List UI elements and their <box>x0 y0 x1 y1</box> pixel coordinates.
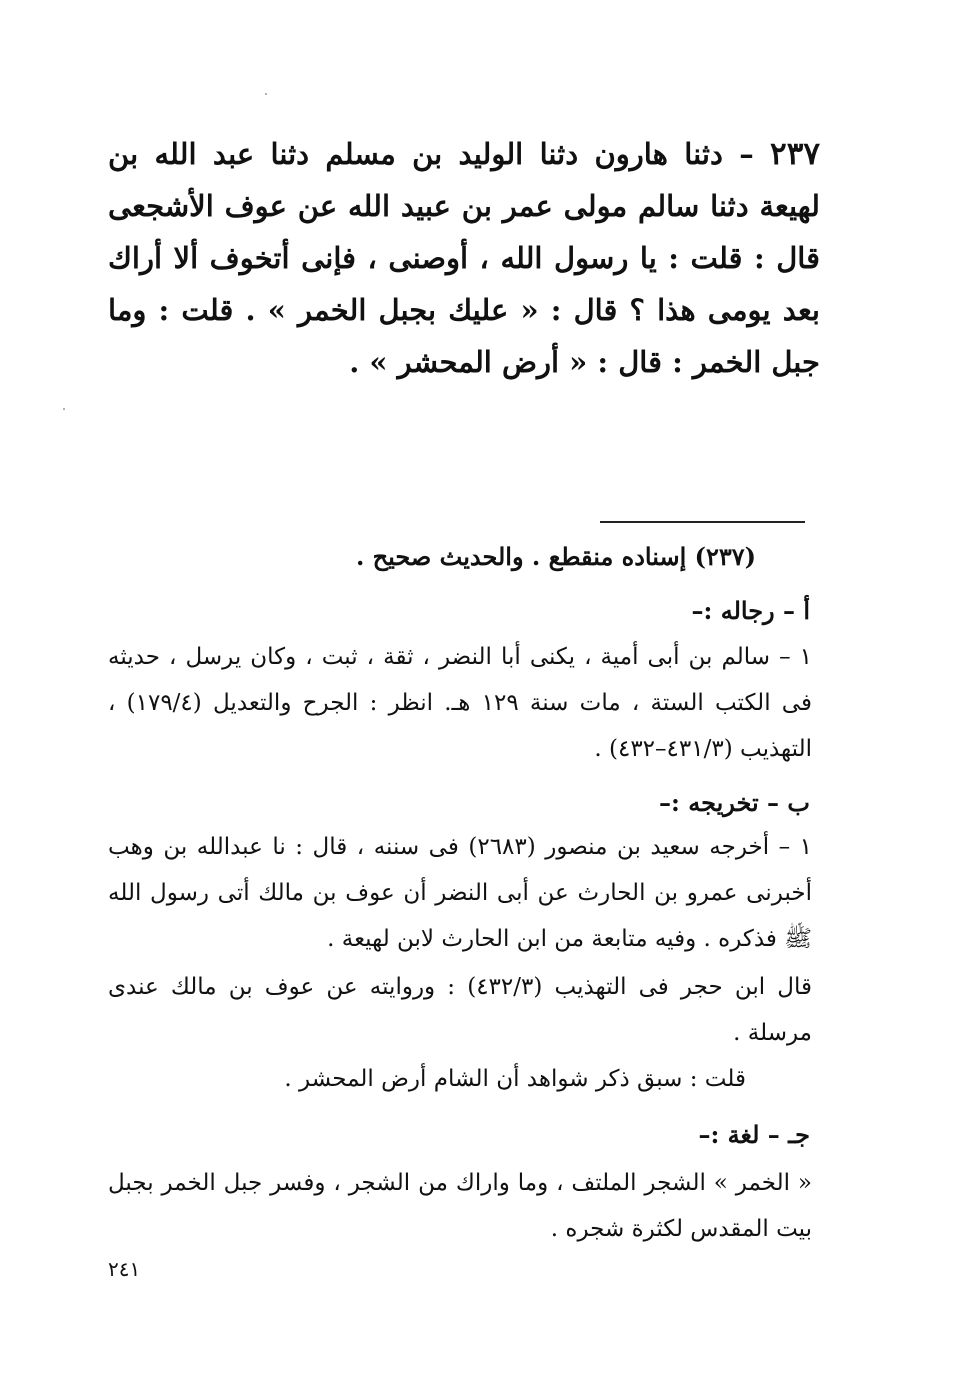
section-b-title: ب – تخريجه :– <box>659 788 810 817</box>
scan-speck <box>63 408 65 410</box>
section-a-text: ١ – سالم بن أبى أمية ، يكنى أبا النضر ، ثقة ، ثبت ، وكان يرسل ، حديثه فى الكتب الستة ، مات سنة ١٢٩ هـ. انظر : الجرح والتعديل (١٧٩/٤) ، التهذيب (٤٣١/٣–٤٣٢) . <box>108 644 812 762</box>
section-a-title: أ – رجاله :– <box>691 596 810 625</box>
section-b-paragraph-2 <box>108 964 812 1056</box>
page-number: ٢٤١ <box>108 1257 141 1281</box>
section-c-text: « الخمر » الشجر الملتف ، وما واراك من الشجر ، وفسر جبل الخمر بجبل بيت المقدس لكثرة شجره . <box>108 1170 812 1242</box>
footnote-divider <box>600 521 805 523</box>
section-a-paragraph <box>108 634 812 772</box>
scan-speck <box>265 93 267 95</box>
hadith-text <box>108 128 820 388</box>
section-c-title: جـ – لغة :– <box>698 1120 810 1149</box>
hadith-body: – دثنا هارون دثنا الوليد بن مسلم دثنا عبد الله بن لهيعة دثنا سالم مولى عمر بن عبيد الله عن عوف الأشجعى قال : قلت : يا رسول الله ، أوصنى ، فإنى أتخوف ألا أراك بعد يومى هذا ؟ قال : « عليك بجبل الخمر » . قلت : وما جبل الخمر : قال : « أرض المحشر » . <box>108 137 821 379</box>
section-b-text-2: قال ابن حجر فى التهذيب (٤٣٢/٣) : وروايته عن عوف بن مالك عندى مرسلة . <box>108 974 812 1046</box>
section-b-paragraph-1 <box>108 824 812 962</box>
section-b-paragraph-3: قلت : سبق ذكر شواهد أن الشام أرض المحشر . <box>284 1066 746 1092</box>
section-b-text-1: ١ – أخرجه سعيد بن منصور (٢٦٨٣) فى سننه ، قال : نا عبدالله بن وهب أخبرنى عمرو بن الحارث عن أبى النضر أن عوف بن مالك أتى رسول الله ﷺ فذكره . وفيه متابعة من ابن الحارث لابن لهيعة . <box>108 834 813 952</box>
note-heading: (٢٣٧) إسناده منقطع . والحديث صحيح . <box>355 542 756 571</box>
section-c-paragraph <box>108 1160 812 1252</box>
hadith-number: ٢٣٧ <box>770 136 820 172</box>
